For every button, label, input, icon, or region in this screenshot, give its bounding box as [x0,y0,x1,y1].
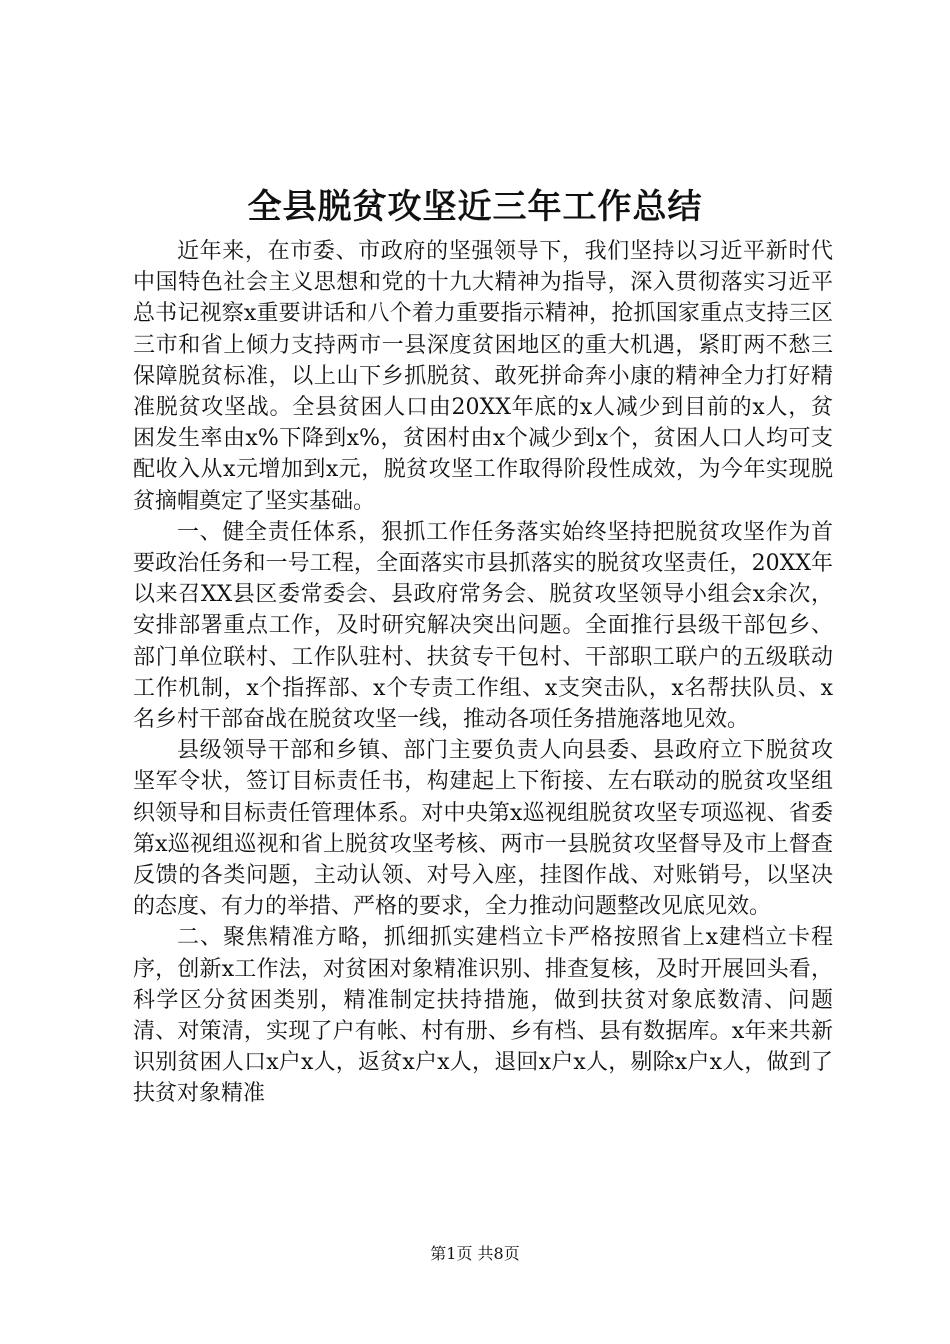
paragraph-precise-strategy: 二、聚焦精准方略，抓细抓实建档立卡严格按照省上x建档立卡程序，创新x工作法，对贫困对象精准识别、排查复核，及时开展回头看，科学区分贫困类别，精准制定扶持措施，做到扶贫对象底数清、问题清、对策清，实现了户有帐、村有册、乡有档、县有数据库。x年来共新识别贫困人口x户x人，返贫x户x人，退回x户x人，剔除x户x人，做到了扶贫对象精准 [133,925,833,1107]
paragraph-military-order: 县级领导干部和乡镇、部门主要负责人向县委、县政府立下脱贫攻坚军令状，签订目标责任书，构建起上下衔接、左右联动的脱贫攻坚组织领导和目标责任管理体系。对中央第x巡视组脱贫攻坚专项巡视、省委第x巡视组巡视和省上脱贫攻坚考核、两市一县脱贫攻坚督导及市上督查反馈的各类问题，主动认领、对号入座，挂图作战、对账销号，以坚决的态度、有力的举措、严格的要求，全力推动问题整改见底见效。 [133,738,833,920]
paragraph-intro: 近年来，在市委、市政府的坚强领导下，我们坚持以习近平新时代中国特色社会主义思想和党的十九大精神为指导，深入贯彻落实习近平总书记视察x重要讲话和八个着力重要指示精神，抢抓国家重点支持三区三市和省上倾力支持两市一县深度贫困地区的重大机遇，紧盯两不愁三保障脱贫标准，以上山下乡抓脱贫、敢死拼命奔小康的精神全力打好精准脱贫攻坚战。全县贫困人口由20XX年底的x人减少到目前的x人，贫困发生率由x%下降到x%，贫困村由x个减少到x个，贫困人口人均可支配收入从x元增加到x元，脱贫攻坚工作取得阶段性成效，为今年实现脱贫摘帽奠定了坚实基础。 [133,239,833,514]
paragraph-responsibility-system: 一、健全责任体系，狠抓工作任务落实始终坚持把脱贫攻坚作为首要政治任务和一号工程，全面落实市县抓落实的脱贫攻坚责任，20XX年以来召XX县区委常委会、县政府常务会、脱贫攻坚领导小组会x余次，安排部署重点工作，及时研究解决突出问题。全面推行县级干部包乡、部门单位联村、工作队驻村、扶贫专干包村、干部职工联户的五级联动工作机制，x个指挥部、x个专责工作组、x支突击队，x名帮扶队员、x名乡村干部奋战在脱贫攻坚一线，推动各项任务措施落地见效。 [133,519,833,733]
page-number-footer: 第1页 共8页 [430,1244,520,1263]
document-body [133,236,833,1110]
document-title: 全县脱贫攻坚近三年工作总结 [247,187,703,227]
